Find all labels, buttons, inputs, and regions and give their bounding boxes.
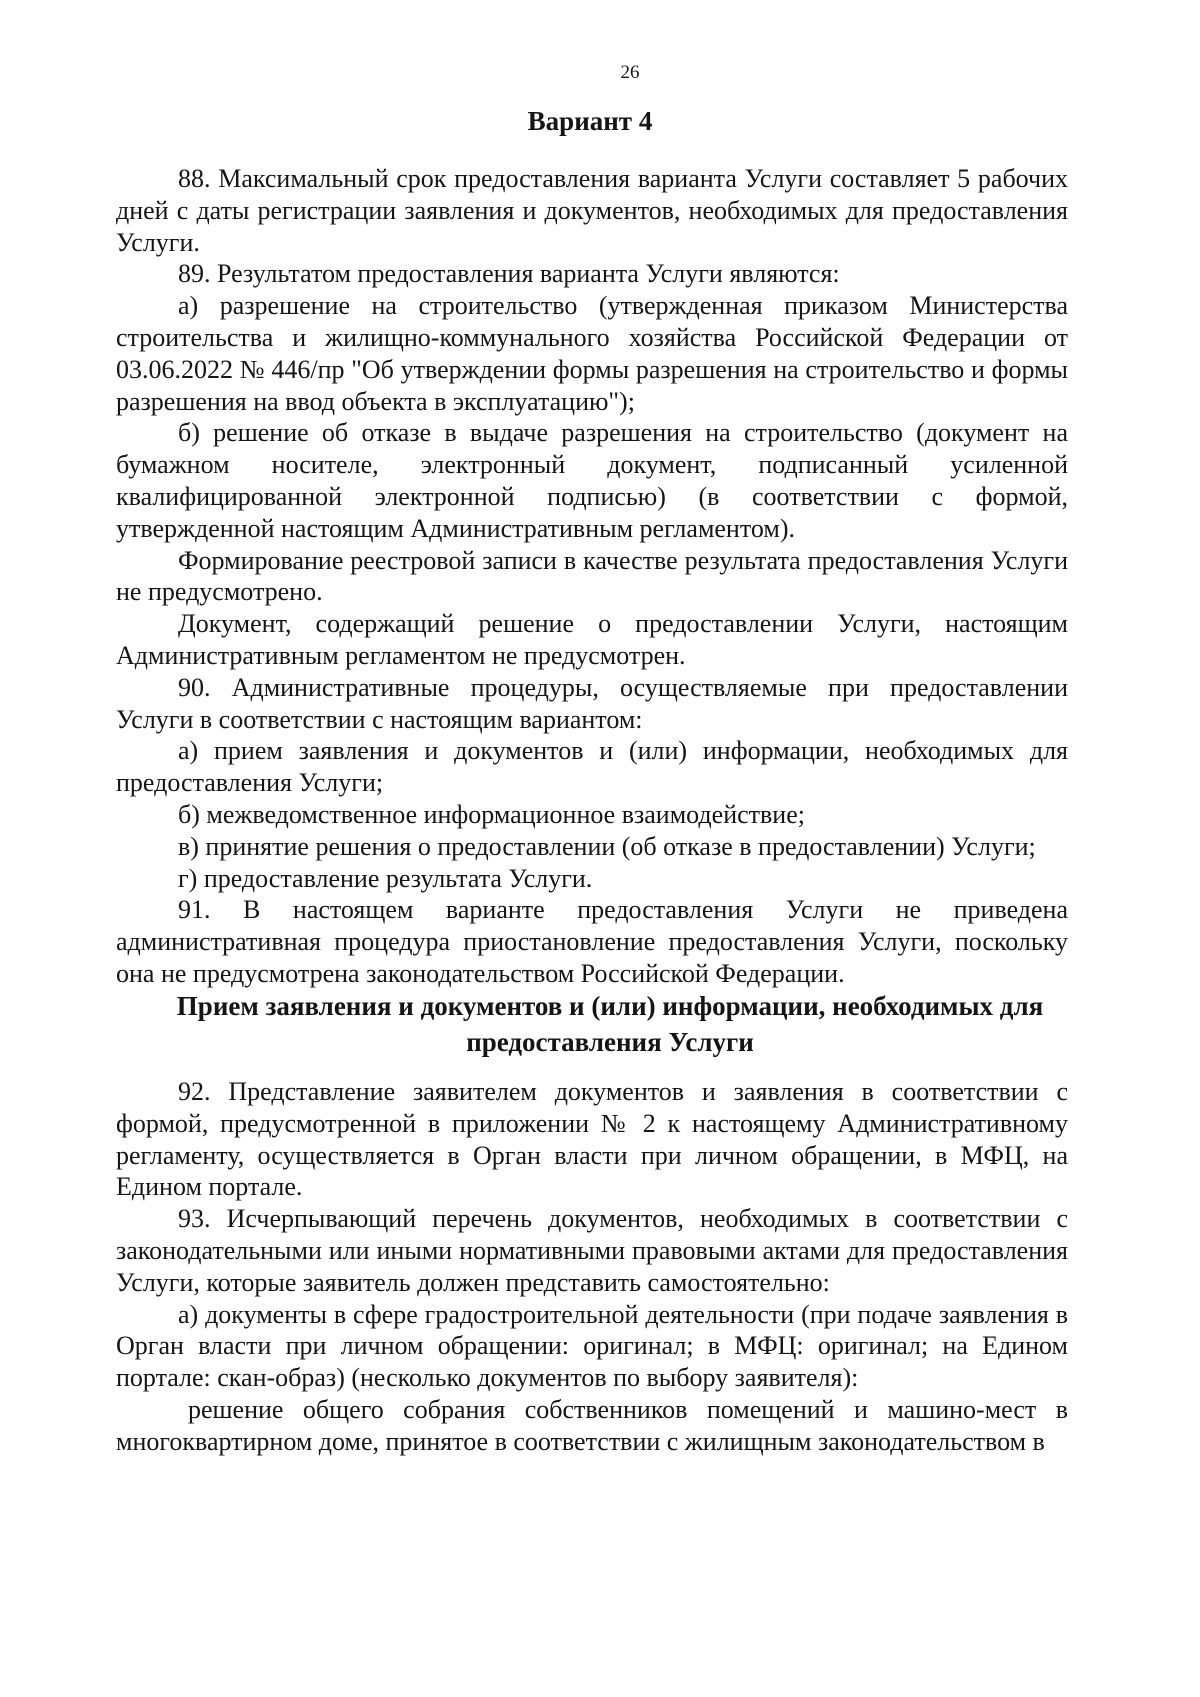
paragraph-89-a: а) разрешение на строительство (утвержденная приказом Министерства строительства и жилищно-коммунального хозяйства Российской Федерации от 03.06.2022 № 446/пр "Об утверждении формы разрешения на строительство и формы разрешения на ввод объекта в эксплуатацию"); (116, 291, 1068, 416)
section-title-variant: Вариант 4 (527, 106, 653, 136)
section-title-line-1: Прием заявления и документов и (или) информации, необходимых для (176, 991, 1044, 1021)
paragraph-document-note: Документ, содержащий решение о предоставлении Услуги, настоящим Административным регламентом не предусмотрен. (116, 609, 1068, 670)
paragraph-90-a: а) прием заявления и документов и (или) информации, необходимых для предоставления Услуги; (116, 736, 1068, 798)
section-title-application (20, 988, 1200, 1060)
section-body-variant (116, 163, 1068, 990)
paragraph-88: 88. Максимальный срок предоставления варианта Услуги составляет 5 рабочих дней с даты регистрации заявления и документов, необходимых для предоставления Услуги. (116, 164, 1068, 257)
paragraph-90-g: г) предоставление результата Услуги. (178, 863, 593, 893)
paragraph-90-b: б) межведомственное информационное взаимодействие; (178, 799, 805, 829)
section-title-line-2: предоставления Услуги (466, 1027, 754, 1057)
paragraph-registry-note: Формирование реестровой записи в качестве результата предоставления Услуги не предусмотрено. (116, 545, 1068, 607)
paragraph-91: 91. В настоящем варианте предоставления Услуги не приведена административная процедура приостановление предоставления Услуги, поскольку она не предусмотрена законодательством Российской Федерации. (116, 895, 1068, 988)
section-body-application (116, 1076, 1068, 1458)
page-number: 26 (620, 62, 640, 83)
paragraph-90-v: в) принятие решения о предоставлении (об отказе в предоставлении) Услуги; (178, 831, 1036, 861)
paragraph-93: 93. Исчерпывающий перечень документов, необходимых в соответствии с законодательными или иными нормативными правовыми актами для предоставления Услуги, которые заявитель должен представить самостоятельно: (116, 1204, 1068, 1297)
paragraph-89: 89. Результатом предоставления варианта Услуги являются: (178, 259, 840, 289)
paragraph-89-b: б) решение об отказе в выдаче разрешения на строительство (документ на бумажном носителе, электронный документ, подписанный усиленной квалифицированной электронной подписью) (в соответствии с формой, утвержденной настоящим Административным регламентом). (116, 418, 1068, 543)
paragraph-93-a: а) документы в сфере градостроительной деятельности (при подаче заявления в Орган власти при личном обращении: оригинал; в МФЦ: оригинал; на Едином портале: скан-образ) (несколько документов по выбору заявителя): (116, 1299, 1068, 1393)
paragraph-92: 92. Представление заявителем документов и заявления в соответствии с формой, предусмотренной в приложении № 2 к настоящему Административному регламенту, осуществляется в Орган власти при личном обращении, в МФЦ, на Едином портале. (116, 1077, 1068, 1202)
paragraph-93-a-item: решение общего собрания собственников помещений и машино-мест в многоквартирном доме, принятое в соответствии с жилищным законодательством в (116, 1394, 1068, 1456)
paragraph-90: 90. Административные процедуры, осуществляемые при предоставлении Услуги в соответствии с настоящим вариантом: (116, 672, 1068, 734)
